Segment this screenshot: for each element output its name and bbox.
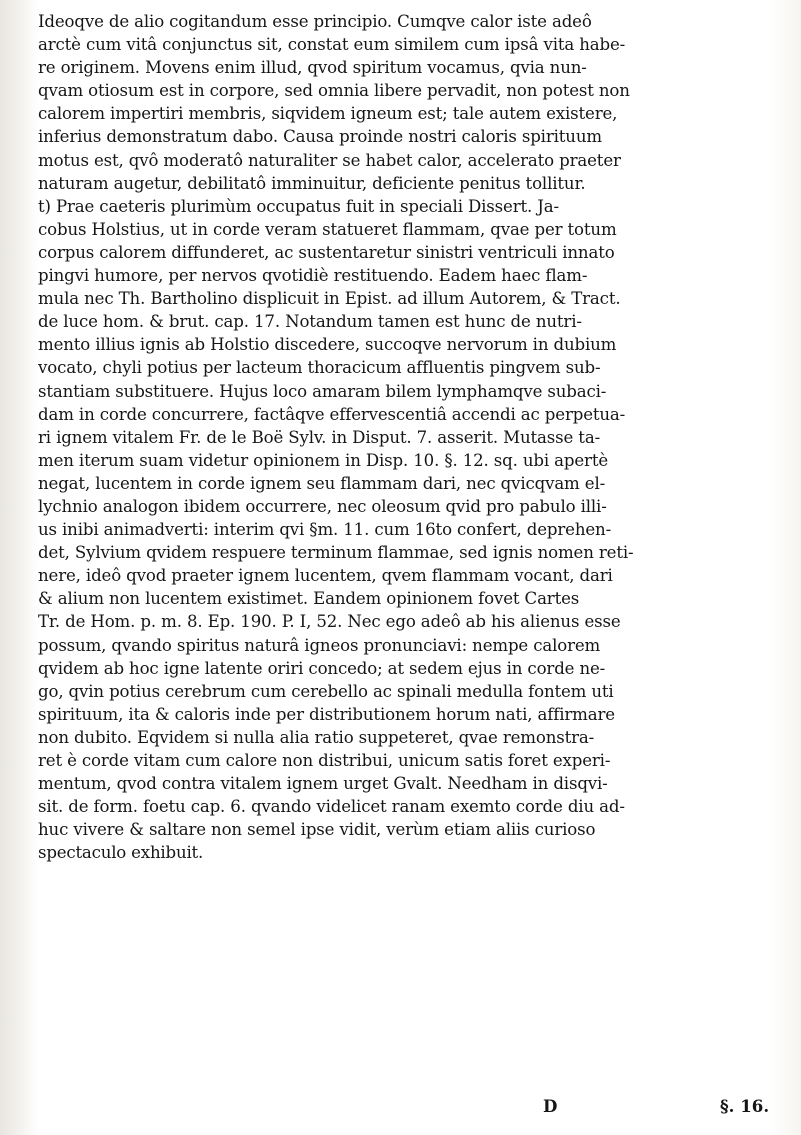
text-line: dam in corde concurrere, factâqve effervescentiâ accendi ac perpetua- — [38, 404, 626, 424]
text-line: lychnio analogon ibidem occurrere, nec oleosum qvid pro pabulo illi- — [38, 496, 607, 516]
catchword: §. 16. — [720, 1096, 770, 1116]
text-line: arctè cum vitâ conjunctus sit, constat eum similem cum ipsâ vita habe- — [38, 35, 626, 55]
text-line: qvidem ab hoc igne latente oriri concedo; at sedem ejus in corde ne- — [38, 658, 606, 678]
text-line: & alium non lucentem existimet. Eandem opinionem fovet Cartes — [38, 589, 580, 609]
text-line: spectaculo exhibuit. — [38, 843, 204, 863]
text-line: ri ignem vitalem Fr. de le Boë Sylv. in Disput. 7. asserit. Mutasse ta- — [38, 427, 601, 447]
text-line: motus est, qvô moderatô naturaliter se habet calor, accelerato praeter — [38, 150, 621, 170]
text-line: Ideoqve de alio cogitandum esse principio. Cumqve calor iste adeô — [38, 12, 592, 31]
text-line: de luce hom. & brut. cap. 17. Notandum tamen est hunc de nutri- — [38, 312, 582, 332]
text-line: spirituum, ita & caloris inde per distributionem horum nati, affirmare — [38, 704, 615, 724]
text-line: negat, lucentem in corde ignem seu flammam dari, nec qvicqvam el- — [38, 473, 606, 493]
text-line: nere, ideô qvod praeter ignem lucentem, qvem flammam vocant, dari — [38, 566, 613, 586]
text-line: Tr. de Hom. p. m. 8. Ep. 190. P. I, 52. Nec ego adeô ab his alienus esse — [38, 612, 621, 632]
page-margin-shadow — [0, 0, 36, 1135]
page-footer — [38, 1096, 790, 1122]
text-line: stantiam substituere. Hujus loco amaram bilem lymphamqve subaci- — [38, 381, 607, 401]
text-line: inferius demonstratum dabo. Causa proinde nostri caloris spirituum — [38, 127, 602, 147]
text-line: sit. de form. foetu cap. 6. qvando videlicet ranam exemto corde diu ad- — [38, 797, 625, 817]
text-line: possum, qvando spiritus naturâ igneos pronunciavi: nempe calorem — [38, 635, 601, 655]
text-line: pingvi humore, per nervos qvotidiè restituendo. Eadem haec flam- — [38, 266, 588, 286]
text-line: huc vivere & saltare non semel ipse vidit, verùm etiam aliis curioso — [38, 820, 596, 840]
latin-text-body — [38, 10, 790, 864]
text-line: re originem. Movens enim illud, qvod spiritum vocamus, qvia nun- — [38, 58, 587, 78]
text-line: non dubito. Eqvidem si nulla alia ratio suppeteret, qvae remonstra- — [38, 727, 595, 747]
text-line: mula nec Th. Bartholino displicuit in Epist. ad illum Autorem, & Tract. — [38, 289, 621, 309]
signature-mark: D — [543, 1096, 558, 1116]
footnote-t-line: t) Prae caeteris plurimùm occupatus fuit in speciali Dissert. Ja- — [38, 196, 559, 216]
text-line: go, qvin potius cerebrum cum cerebello ac spinali medulla fontem uti — [38, 681, 614, 701]
text-line: naturam augetur, debilitatô imminuitur, deficiente penitus tollitur. — [38, 173, 586, 193]
text-line: mentum, qvod contra vitalem ignem urget Gvalt. Needham in disqvi- — [38, 774, 608, 794]
text-line: us inibi animadverti: interim qvi §m. 11. cum 16to confert, deprehen- — [38, 520, 612, 540]
text-line: men iterum suam videtur opinionem in Disp. 10. §. 12. sq. ubi apertè — [38, 450, 609, 470]
text-line: det, Sylvium qvidem respuere terminum flammae, sed ignis nomen reti- — [38, 543, 634, 563]
text-line: ret è corde vitam cum calore non distribui, unicum satis foret experi- — [38, 751, 611, 770]
text-line: calorem impertiri membris, siqvidem igneum est; tale autem existere, — [38, 104, 618, 124]
text-line: cobus Holstius, ut in corde veram statueret flammam, qvae per totum — [38, 219, 617, 239]
text-line: qvam otiosum est in corpore, sed omnia libere pervadit, non potest non — [38, 81, 630, 101]
text-line: corpus calorem diffunderet, ac sustentaretur sinistri ventriculi innato — [38, 242, 615, 262]
text-line: vocato, chyli potius per lacteum thoracicum affluentis pingvem sub- — [38, 358, 601, 378]
text-line: mento illius ignis ab Holstio discedere, succoqve nervorum in dubium — [38, 335, 617, 355]
